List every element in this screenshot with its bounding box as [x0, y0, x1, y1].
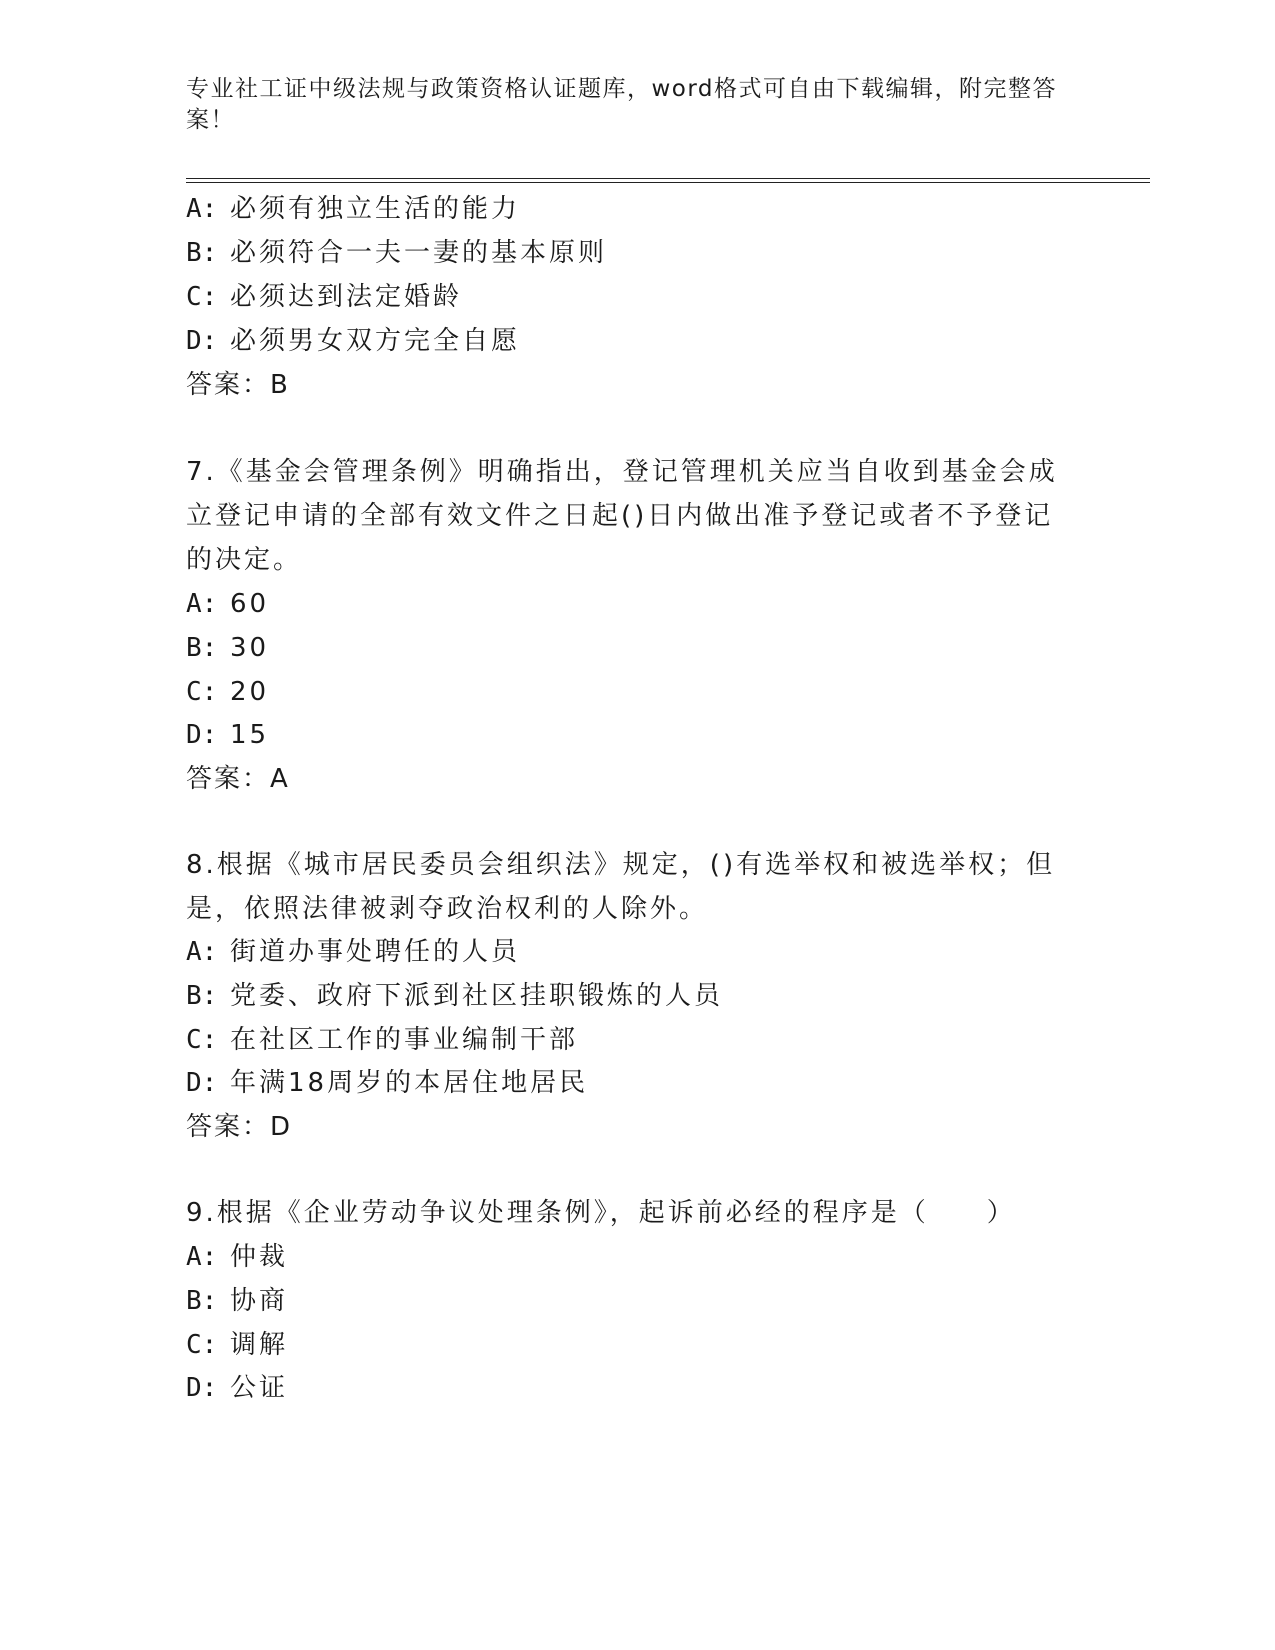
option-text: 20	[230, 677, 270, 707]
q6-option-a	[186, 192, 520, 226]
header-line-2: 案！	[186, 107, 235, 133]
option-text: 仲裁	[230, 1242, 289, 1272]
header-divider-bottom	[186, 182, 1150, 183]
document-header	[186, 74, 1066, 136]
option-label: C:	[186, 1025, 218, 1055]
option-text: 30	[230, 633, 270, 663]
option-label: B:	[186, 633, 218, 663]
q7-stem-line-3: 的决定。	[186, 545, 303, 575]
q7-answer	[186, 762, 290, 796]
q6-option-d	[186, 324, 520, 358]
option-text: 60	[230, 589, 270, 619]
option-text: 公证	[230, 1373, 289, 1403]
answer-label: 答案：	[186, 764, 271, 794]
header-divider-top	[186, 178, 1150, 179]
option-text: 必须有独立生活的能力	[230, 194, 521, 224]
q7-stem-line-1: 7.《基金会管理条例》明确指出，登记管理机关应当自收到基金会成	[186, 457, 1058, 487]
option-text: 协商	[230, 1286, 289, 1316]
q8-stem-line-2: 是，依照法律被剥夺政治权利的人除外。	[186, 894, 709, 924]
q6-option-c	[186, 280, 462, 314]
q7-stem-line-2: 立登记申请的全部有效文件之日起()日内做出准予登记或者不予登记	[186, 501, 1054, 531]
answer-value: A	[270, 764, 290, 794]
q9-option-b	[186, 1284, 288, 1318]
answer-value: B	[270, 370, 290, 400]
option-text: 必须男女双方完全自愿	[230, 326, 521, 356]
option-label: B:	[186, 238, 218, 268]
q9-option-a	[186, 1240, 288, 1274]
q9-stem-line-1: 9.根据《企业劳动争议处理条例》，起诉前必经的程序是（ ）	[186, 1198, 1016, 1228]
option-label: A:	[186, 194, 218, 224]
option-label: D:	[186, 720, 218, 750]
option-label: D:	[186, 326, 218, 356]
option-label: A:	[186, 1242, 218, 1272]
q7-option-d	[186, 718, 269, 752]
q6-answer	[186, 368, 290, 402]
q8-answer	[186, 1110, 292, 1144]
q8-option-a	[186, 935, 520, 969]
option-text: 必须达到法定婚龄	[230, 282, 463, 312]
option-label: B:	[186, 1286, 218, 1316]
q9-option-c	[186, 1328, 288, 1362]
answer-label: 答案：	[186, 370, 271, 400]
q7-option-c	[186, 675, 269, 709]
q8-stem-line-1: 8.根据《城市居民委员会组织法》规定，()有选举权和被选举权；但	[186, 850, 1056, 880]
option-label: B:	[186, 981, 218, 1011]
header-line-1: 专业社工证中级法规与政策资格认证题库，word格式可自由下载编辑，附完整答	[186, 76, 1058, 102]
answer-value: D	[270, 1112, 293, 1142]
answer-label: 答案：	[186, 1112, 271, 1142]
q8-option-d	[186, 1066, 588, 1100]
option-label: C:	[186, 677, 218, 707]
q8-option-c	[186, 1023, 578, 1057]
q8-option-b	[186, 979, 723, 1013]
option-label: A:	[186, 937, 218, 967]
option-label: C:	[186, 282, 218, 312]
option-label: C:	[186, 1330, 218, 1360]
option-text: 党委、政府下派到社区挂职锻炼的人员	[230, 981, 724, 1011]
q7-option-b	[186, 631, 269, 665]
option-text: 街道办事处聘任的人员	[230, 937, 521, 967]
option-text: 调解	[230, 1330, 289, 1360]
q6-option-b	[186, 236, 607, 270]
option-text: 15	[230, 720, 270, 750]
option-text: 必须符合一夫一妻的基本原则	[230, 238, 608, 268]
option-text: 年满18周岁的本居住地居民	[230, 1068, 589, 1098]
q7-option-a	[186, 587, 269, 621]
option-text: 在社区工作的事业编制干部	[230, 1025, 579, 1055]
option-label: A:	[186, 589, 218, 619]
option-label: D:	[186, 1068, 218, 1098]
option-label: D:	[186, 1373, 218, 1403]
q9-option-d	[186, 1371, 288, 1405]
